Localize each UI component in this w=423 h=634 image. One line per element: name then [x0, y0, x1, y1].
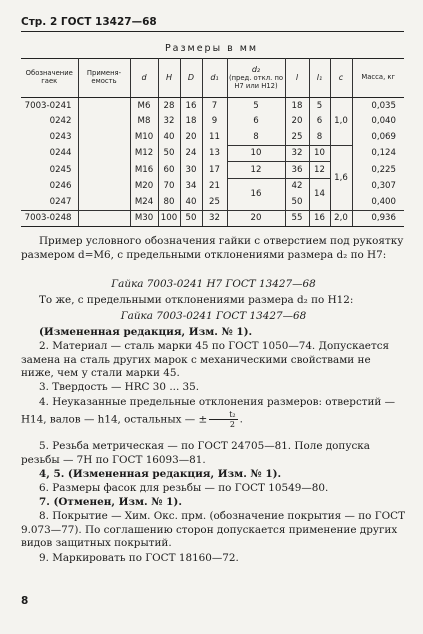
col-D: D [180, 59, 202, 98]
revision-note-1: (Измененная редакция, Изм. № 1). [39, 326, 253, 338]
table-cell: М6 [130, 98, 158, 114]
col-mass: Масса, кг [352, 59, 404, 98]
table-cell: 10 [309, 145, 330, 162]
table-cell [78, 129, 130, 145]
table-cell: М8 [130, 114, 158, 130]
col-d1: d₁ [202, 59, 227, 98]
item-2-material: 2. Материал — сталь марки 45 по ГОСТ 1050—74. Допускается замена на сталь других марок с механическими свойствами не ниже, чем у стали марки 45. [21, 340, 390, 379]
table-cell: 0243 [21, 129, 78, 145]
table-cell: 12 [309, 162, 330, 179]
page-header: Стр. 2 ГОСТ 13427—68 [21, 16, 157, 28]
table-cell: 100 [158, 210, 180, 227]
t2-fraction: $\frac{\text{t₂}}{2}$ [209, 410, 237, 429]
table-row [21, 145, 404, 162]
table-cell: 25 [202, 194, 227, 210]
item-6-chamfers: 6. Размеры фасок для резьбы — по ГОСТ 10549—80. [39, 482, 329, 494]
table-cell [78, 114, 130, 130]
table-cell: М24 [130, 194, 158, 210]
c-merged-1: 1,0 [330, 98, 352, 146]
c-merged-2: 1,6 [330, 145, 352, 210]
item-7-cancelled: 7. (Отменен, Изм. № 1). [39, 496, 182, 508]
example-formula-h12: Гайка 7003-0241 ГОСТ 13427—68 [120, 310, 307, 322]
table-cell: 32 [158, 114, 180, 130]
table-cell: 20 [285, 114, 309, 130]
example-formula-h7: Гайка 7003-0241 Н7 ГОСТ 13427—68 [111, 278, 316, 290]
table-cell: 5 [309, 98, 330, 114]
example-paragraph: Пример условного обозначения гайки с отверстием под рукоятку размером d=М6, с предельными отклонениями размера d₂ по Н7: [21, 235, 404, 261]
table-cell: 0,225 [352, 162, 404, 179]
l1-merged: 14 [309, 178, 330, 210]
table-cell [78, 162, 130, 179]
col-H: H [158, 59, 180, 98]
table-cell: 21 [202, 178, 227, 194]
table-cell: 0,400 [352, 194, 404, 210]
table-cell: 7003-0248 [21, 210, 78, 227]
table-cell: 6 [309, 114, 330, 130]
table-cell [78, 194, 130, 210]
dimensions-table [21, 58, 404, 227]
table-cell: 0,936 [352, 210, 404, 227]
table-cell: 5 [227, 98, 285, 114]
table-cell [78, 98, 130, 114]
table-cell: 12 [227, 162, 285, 179]
table-cell: 13 [202, 145, 227, 162]
table-cell: 2,0 [330, 210, 352, 227]
table-cell: 7 [202, 98, 227, 114]
table-cell: 50 [158, 145, 180, 162]
table-cell: 55 [285, 210, 309, 227]
table-cell: 0242 [21, 114, 78, 130]
table-cell [78, 178, 130, 194]
d2-merged: 16 [227, 178, 285, 210]
col-c: c [330, 59, 352, 98]
item-4-tolerances: 4. Неуказанные предельные отклонения размеров: отверстий — Н14, валов — h14, остальных — ± $\frac{\text{t₂}}{2}$ . [21, 396, 396, 429]
page-number: 8 [21, 595, 29, 607]
table-cell [78, 145, 130, 162]
table-header-row [21, 59, 404, 98]
table-cell: М20 [130, 178, 158, 194]
item-8-coating: 8. Покрытие — Хим. Окс. прм. (обозначение покрытия — по ГОСТ 9.073—77). По соглашению сторон допускается применение других видов защитных покрытий. [21, 510, 405, 549]
table-cell: М30 [130, 210, 158, 227]
item-5-thread: 5. Резьба метрическая — по ГОСТ 24705—81. Поле допуска резьбы — 7Н по ГОСТ 16093—81. [21, 440, 370, 466]
table-cell: 8 [227, 129, 285, 145]
table-cell: М16 [130, 162, 158, 179]
table-row [21, 210, 404, 227]
table-cell: 0,307 [352, 178, 404, 194]
table-cell: 20 [180, 129, 202, 145]
table-cell: 16 [309, 210, 330, 227]
table-cell: 0,069 [352, 129, 404, 145]
table-cell: 0244 [21, 145, 78, 162]
item-9-marking: 9. Маркировать по ГОСТ 18160—72. [39, 552, 239, 564]
table-cell: 0,040 [352, 114, 404, 130]
table-cell: 6 [227, 114, 285, 130]
table-cell: 28 [158, 98, 180, 114]
table-cell: 11 [202, 129, 227, 145]
table-cell: 8 [309, 129, 330, 145]
table-cell: 0,124 [352, 145, 404, 162]
table-cell: 70 [158, 178, 180, 194]
table-cell: 18 [285, 98, 309, 114]
table-cell: 60 [158, 162, 180, 179]
table-row [21, 98, 404, 114]
table-cell: 50 [180, 210, 202, 227]
table-cell: 42 [285, 178, 309, 194]
table-cell: 40 [158, 129, 180, 145]
table-cell: 0,035 [352, 98, 404, 114]
table-cell: М10 [130, 129, 158, 145]
table-cell: 32 [285, 145, 309, 162]
table-cell: 7003-0241 [21, 98, 78, 114]
table-cell: 80 [158, 194, 180, 210]
table-cell: 16 [180, 98, 202, 114]
table-cell: 18 [180, 114, 202, 130]
table-cell: М12 [130, 145, 158, 162]
item-3-hardness: 3. Твердость — HRC 30 ... 35. [39, 381, 200, 393]
example-paragraph-h12: То же, с предельными отклонениями размера d₂ по Н12: [39, 294, 354, 306]
table-cell: 17 [202, 162, 227, 179]
col-designation: Обозначение гаек [21, 59, 78, 98]
table-cell: 24 [180, 145, 202, 162]
col-d2: d₂ (пред. откл. по H7 или H12) [227, 59, 285, 98]
table-caption: Размеры в мм [164, 43, 259, 54]
table-cell: 0246 [21, 178, 78, 194]
table-cell: 36 [285, 162, 309, 179]
table-cell [78, 210, 130, 227]
col-l: l [285, 59, 309, 98]
table-cell: 10 [227, 145, 285, 162]
col-d: d [130, 59, 158, 98]
table-cell: 0245 [21, 162, 78, 179]
table-cell: 0247 [21, 194, 78, 210]
revision-note-4-5: 4, 5. (Измененная редакция, Изм. № 1). [39, 468, 282, 480]
table-cell: 50 [285, 194, 309, 210]
table-cell: 40 [180, 194, 202, 210]
table-cell: 20 [227, 210, 285, 227]
table-cell: 9 [202, 114, 227, 130]
table-cell: 32 [202, 210, 227, 227]
table-cell: 34 [180, 178, 202, 194]
col-l1: l₁ [309, 59, 330, 98]
table-cell: 25 [285, 129, 309, 145]
header-rule [21, 31, 404, 32]
table-cell: 30 [180, 162, 202, 179]
col-applicability: Применяемость [78, 59, 130, 98]
